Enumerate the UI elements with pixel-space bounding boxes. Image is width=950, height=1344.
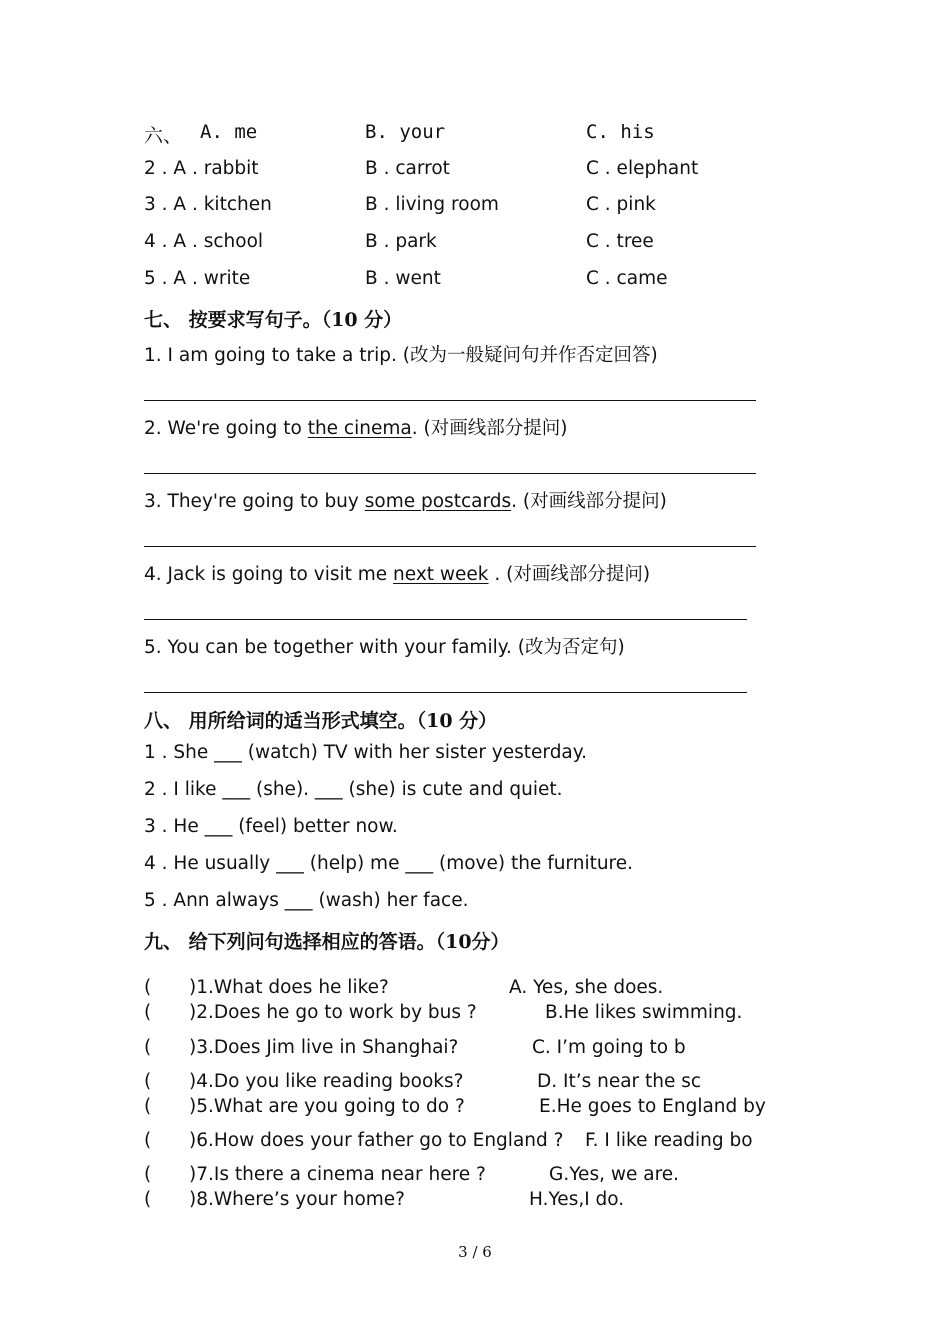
section8-item-3: 3 . He ___ (feel) better now.: [144, 816, 398, 837]
option-c: C . elephant: [586, 158, 699, 179]
question-text: )8.Where’s your home?: [189, 1189, 405, 1210]
question-text: )6.How does your father go to England ?: [189, 1130, 564, 1151]
option-a: 3 . A . kitchen: [144, 194, 272, 215]
section8-item-1: 1 . She ___ (watch) TV with her sister yesterday.: [144, 742, 587, 763]
answer-option: H.Yes,I do.: [529, 1189, 625, 1210]
answer-option: F. I like reading bo: [585, 1130, 753, 1151]
answer-line-1[interactable]: [144, 400, 756, 401]
section7-question-5: 5. You can be together with your family. (改为否定句): [144, 637, 625, 658]
answer-line-5[interactable]: [144, 692, 747, 693]
section6-row1-option-c: C. his: [586, 121, 655, 143]
q3-underlined: some postcards: [364, 491, 512, 512]
section8-item-4: 4 . He usually ___ (help) me ___ (move) the furniture.: [144, 853, 634, 874]
option-a: 2 . A . rabbit: [144, 158, 259, 179]
answer-option: D. It’s near the sc: [537, 1071, 702, 1092]
q3-text: 3. They're going to buy: [144, 491, 365, 512]
answer-paren[interactable]: (: [144, 1189, 152, 1210]
answer-option: E.He goes to England by: [539, 1096, 766, 1117]
section7-heading: 七、 按要求写句子。（10 分）: [144, 309, 403, 331]
answer-line-2[interactable]: [144, 473, 756, 474]
section9-heading: 九、 给下列问句选择相应的答语。（10分）: [144, 931, 510, 953]
option-a: 4 . A . school: [144, 231, 264, 252]
answer-paren[interactable]: (: [144, 1096, 152, 1117]
answer-paren[interactable]: (: [144, 1037, 152, 1058]
section8-item-2: 2 . I like ___ (she). ___ (she) is cute and quiet.: [144, 779, 563, 800]
section7-question-1: 1. I am going to take a trip. (改为一般疑问句并作否定回答): [144, 345, 658, 366]
section7-question-2: [144, 414, 567, 440]
question-text: )1.What does he like?: [189, 977, 389, 998]
answer-paren[interactable]: (: [144, 1071, 152, 1092]
option-b: B . park: [365, 231, 437, 252]
option-c: C . came: [586, 268, 668, 289]
option-b: B . went: [365, 268, 441, 289]
section7-question-4: [144, 560, 650, 586]
section6-prefix: 六、: [144, 125, 183, 147]
q2-instruction: . (对画线部分提问): [411, 418, 568, 439]
section6-row1-option-b: B. your: [365, 121, 446, 143]
q2-underlined: the cinema: [307, 418, 412, 439]
q2-text: 2. We're going to: [144, 418, 308, 439]
answer-paren[interactable]: (: [144, 977, 152, 998]
section8-heading: 八、 用所给词的适当形式填空。（10 分）: [144, 710, 498, 732]
q4-instruction: . (对画线部分提问): [488, 564, 651, 585]
answer-paren[interactable]: (: [144, 1130, 152, 1151]
answer-paren[interactable]: (: [144, 1002, 152, 1023]
answer-option: B.He likes swimming.: [545, 1002, 743, 1023]
option-c: C . tree: [586, 231, 654, 252]
answer-option: G.Yes, we are.: [549, 1164, 680, 1185]
answer-line-4[interactable]: [144, 619, 747, 620]
section6-row1-option-a: A. me: [200, 121, 258, 143]
question-text: )3.Does Jim live in Shanghai?: [189, 1037, 459, 1058]
answer-option: A. Yes, she does.: [509, 977, 664, 998]
section8-item-5: 5 . Ann always ___ (wash) her face.: [144, 890, 469, 911]
section7-question-3: [144, 487, 667, 513]
option-b: B . living room: [365, 194, 499, 215]
option-b: B . carrot: [365, 158, 450, 179]
question-text: )4.Do you like reading books?: [189, 1071, 464, 1092]
option-a: 5 . A . write: [144, 268, 251, 289]
answer-line-3[interactable]: [144, 546, 756, 547]
q4-text: 4. Jack is going to visit me: [144, 564, 394, 585]
q3-instruction: . (对画线部分提问): [511, 491, 667, 512]
question-text: )5.What are you going to do ?: [189, 1096, 465, 1117]
question-text: )7.Is there a cinema near here ?: [189, 1164, 486, 1185]
answer-option: C. I’m going to b: [532, 1037, 686, 1058]
question-text: )2.Does he go to work by bus ?: [189, 1002, 477, 1023]
page-number: 3 / 6: [458, 1243, 492, 1261]
answer-paren[interactable]: (: [144, 1164, 152, 1185]
q4-underlined: next week: [393, 564, 489, 585]
option-c: C . pink: [586, 194, 656, 215]
